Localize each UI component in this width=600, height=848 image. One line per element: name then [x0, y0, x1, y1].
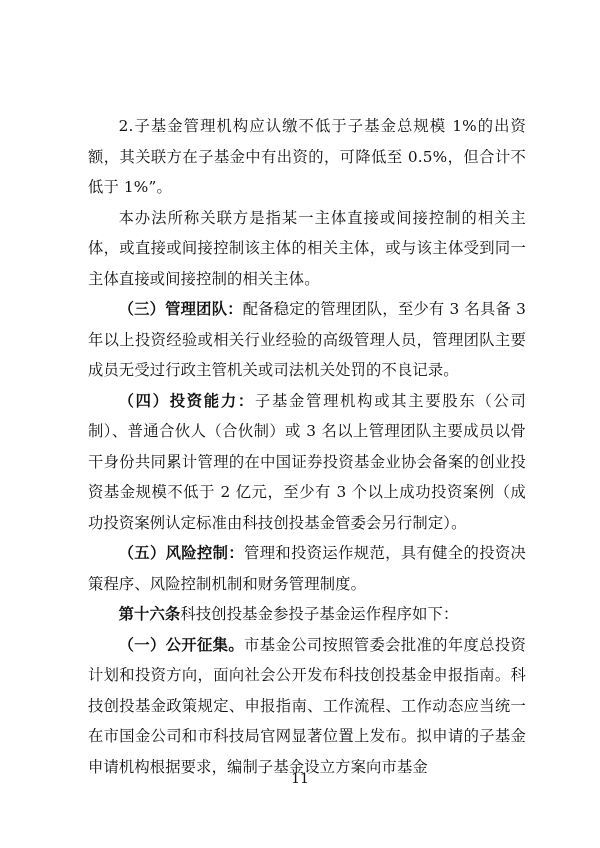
paragraph-6-lead: 第十六条 — [118, 605, 181, 623]
paragraph-7 — [88, 630, 526, 783]
page-number: 11 — [291, 771, 309, 787]
paragraph-5 — [88, 538, 526, 599]
paragraph-4-text: 子基金管理机构或其主要股东（公司制）、普通合伙人（合伙制）或 3 名以上管理团队主要成员以骨干身份共同累计管理的在中国证券投资基金业协会备案的创业投资基金规模不低于 2 亿元，至少有 3 个以上成功投资案例（成功投资案例认定标准由科技创投基金管委会另行制定）。 — [88, 391, 527, 532]
paragraph-4-lead: （四）投资能力： — [118, 391, 255, 410]
paragraph-2 — [88, 203, 526, 295]
paragraph-6 — [88, 599, 526, 630]
paragraph-3 — [88, 294, 526, 386]
document-body — [88, 111, 526, 782]
paragraph-3-lead: （三）管理团队： — [118, 300, 243, 318]
paragraph-5-lead: （五）风险控制： — [118, 544, 245, 562]
paragraph-1 — [88, 111, 526, 203]
paragraph-3-text: 配备稳定的管理团队，至少有 3 名具备 3 年以上投资经验或相关行业经验的高级管理人员，管理团队主要成员无受过行政主管机关或司法机关处罚的不良记录。 — [88, 300, 527, 379]
paragraph-6-text: 科技创投基金参投子基金运作程序如下： — [180, 605, 459, 623]
paragraph-7-lead: （一）公开征集。 — [118, 635, 245, 654]
paragraph-1-text: 2.子基金管理机构应认缴不低于子基金总规模 1%的出资额，其关联方在子基金中有出资的，可降低至 0.5%，但合计不低于 1%”。 — [88, 117, 526, 196]
paragraph-4 — [88, 386, 526, 539]
paragraph-5-text: 管理和投资运作规范，具有健全的投资决策程序、风险控制机制和财务管理制度。 — [88, 544, 527, 593]
paragraph-7-text: 市基金公司按照管委会批准的年度总投资计划和投资方向，面向社会公开发布科技创投基金申报指南。科技创投基金政策规定、申报指南、工作流程、工作动态应当统一在市国金公司和市科技局官网显著位置上发布。拟申请的子基金申请机构根据要求，编制子基金设立方案向市基金 — [88, 635, 527, 776]
paragraph-2-text: 本办法所称关联方是指某一主体直接或间接控制的相关主体，或直接或间接控制该主体的相关主体，或与该主体受到同一主体直接或间接控制的相关主体。 — [88, 208, 526, 288]
